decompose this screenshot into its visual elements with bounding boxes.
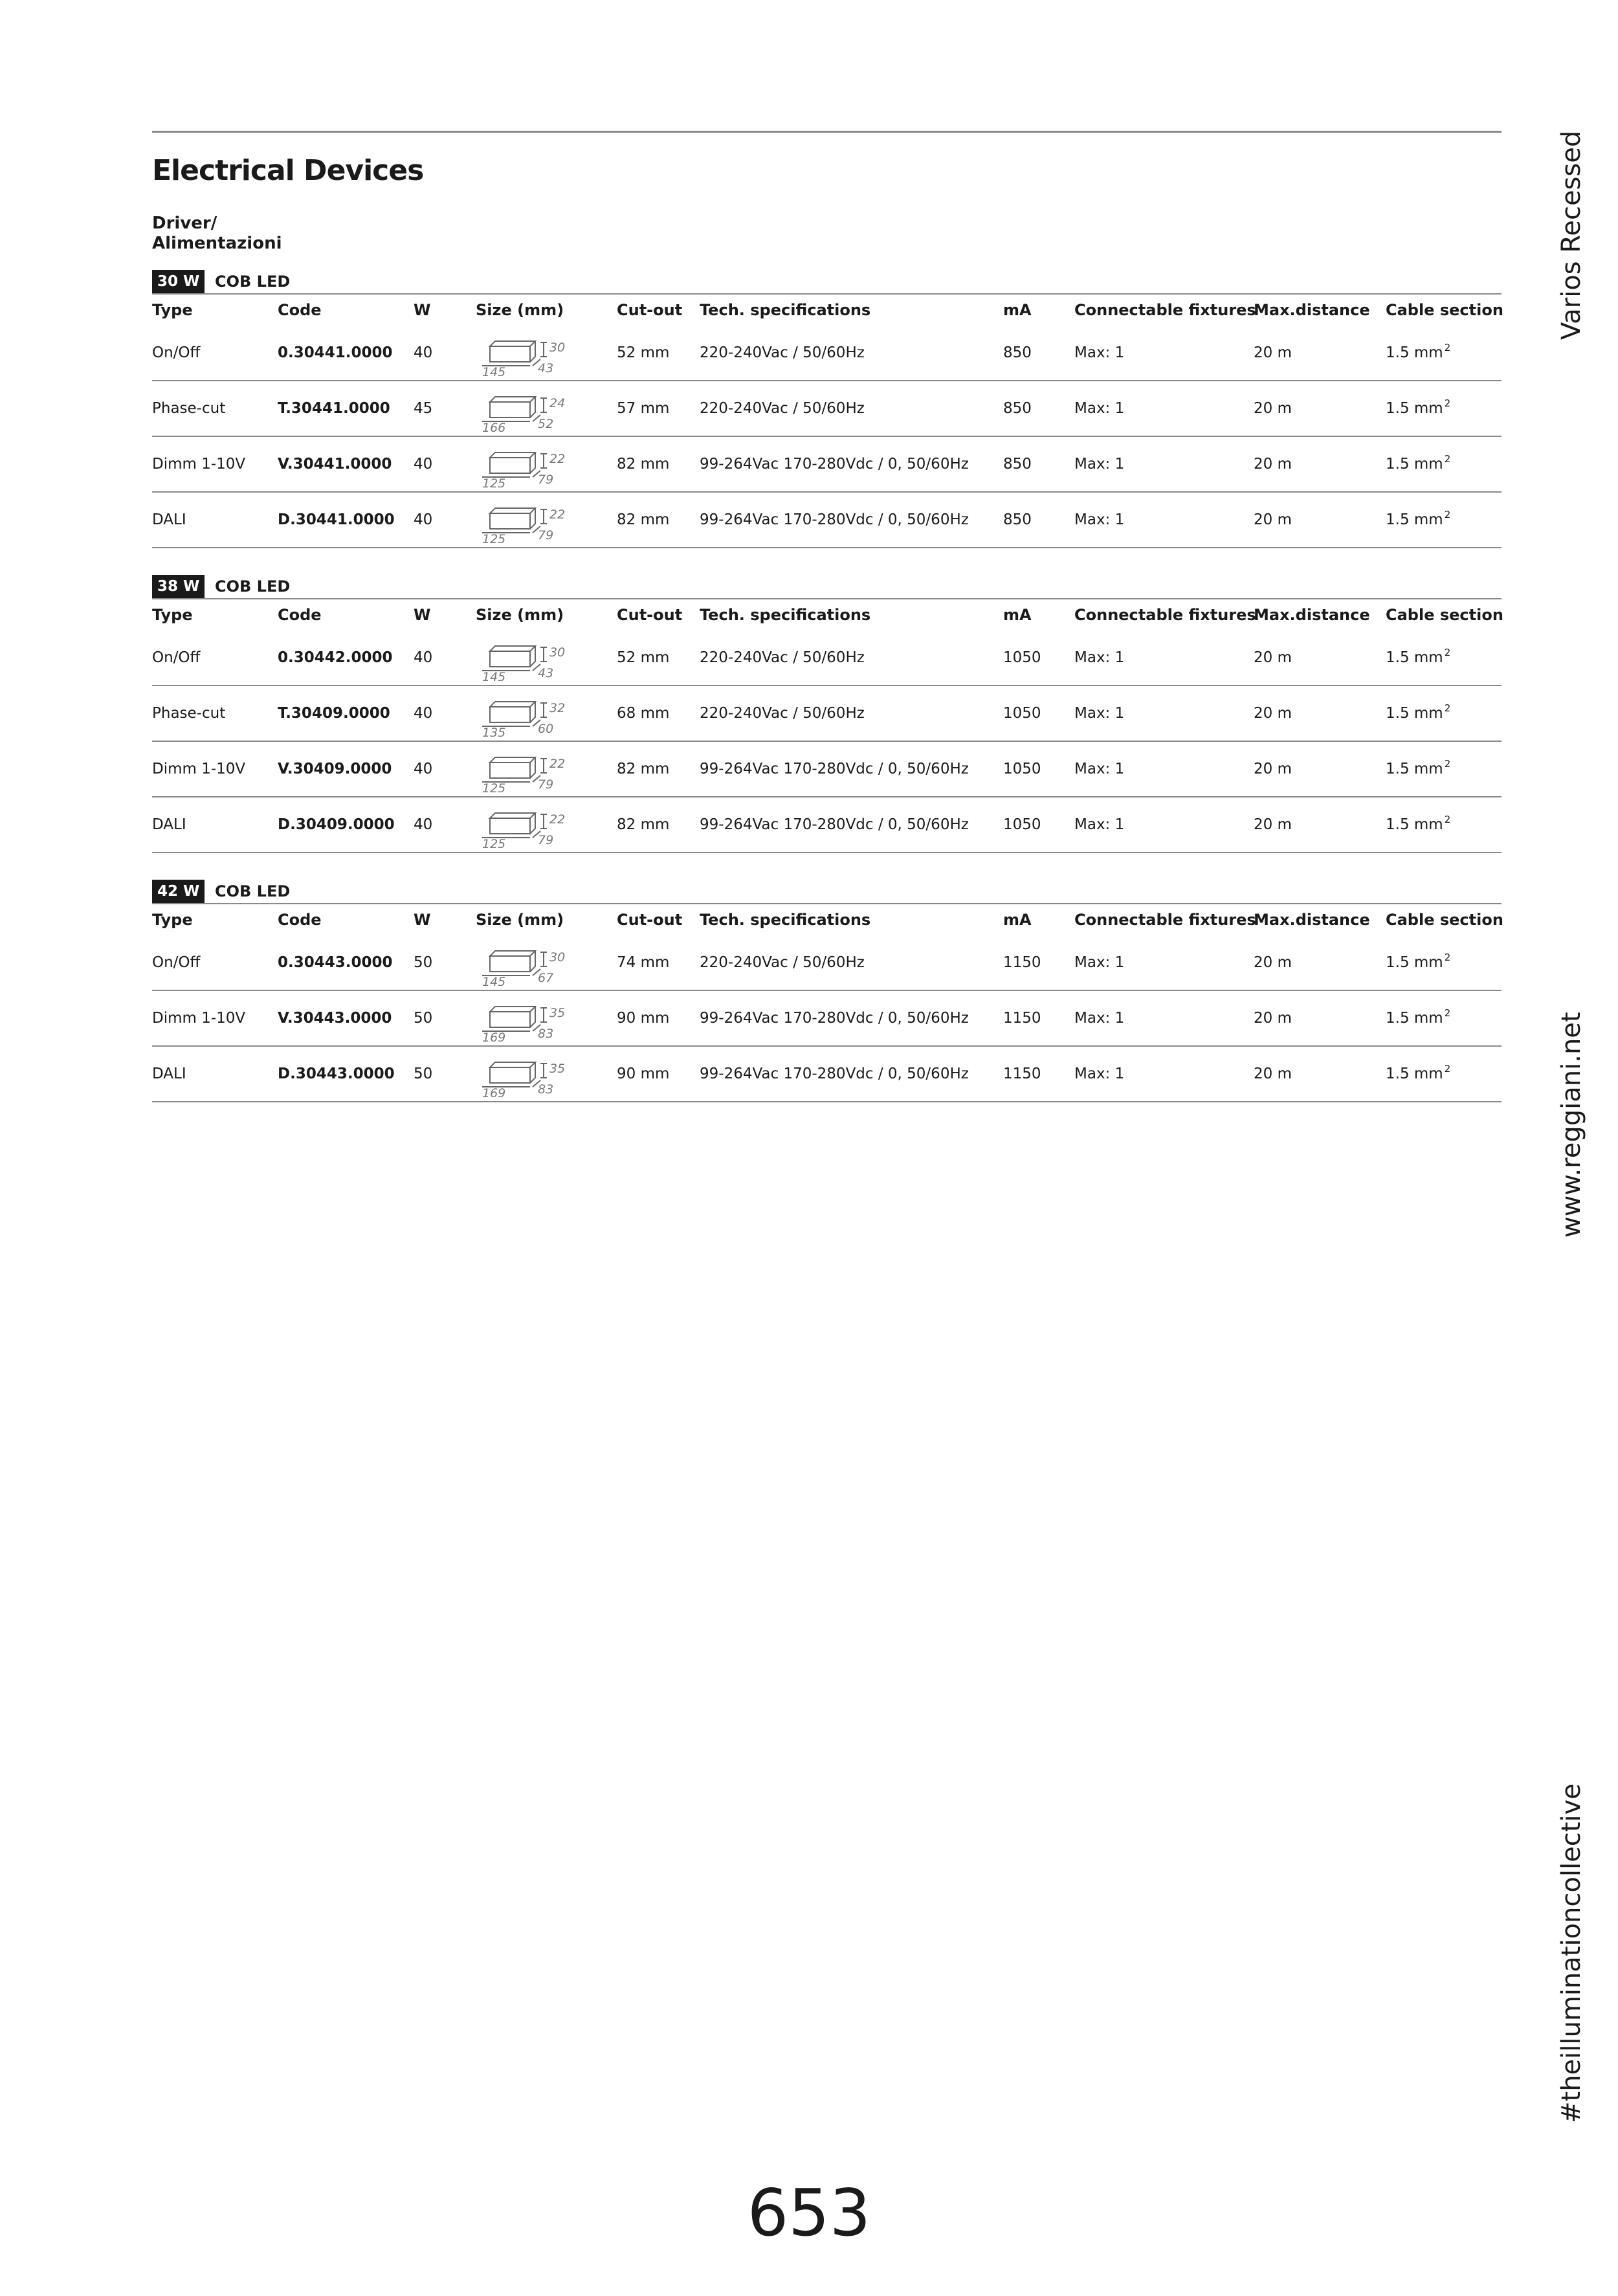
connectable-cell: Max: 1 xyxy=(1074,1010,1125,1027)
code-cell: D.30443.0000 xyxy=(278,1065,395,1082)
cutout-cell: 68 mm xyxy=(617,705,670,722)
cable-value: 1.5 mm xyxy=(1386,705,1443,722)
size-box-icon xyxy=(476,1051,573,1097)
cable-superscript: 2 xyxy=(1444,952,1451,963)
size-height-label: 22 xyxy=(549,812,566,827)
type-cell: Dimm 1-10V xyxy=(152,761,246,777)
table-header-row xyxy=(152,904,1502,935)
size-box-icon xyxy=(476,329,573,376)
size-height-label: 22 xyxy=(549,757,566,771)
connectable-cell: Max: 1 xyxy=(1074,400,1125,417)
cable-superscript: 2 xyxy=(1444,397,1451,409)
column-header-size: Size (mm) xyxy=(476,301,564,319)
cable-superscript: 2 xyxy=(1444,1007,1451,1019)
size-width-label: 79 xyxy=(538,528,554,542)
cable-cell xyxy=(1386,742,1450,797)
series-side-label: Varios Recessed xyxy=(1557,130,1586,340)
current-cell: 850 xyxy=(1003,456,1032,473)
size-length-label: 169 xyxy=(482,1031,506,1042)
size-box-icon xyxy=(476,746,573,792)
cutout-cell: 52 mm xyxy=(617,344,670,361)
column-header-conn: Connectable fixtures xyxy=(1074,606,1256,624)
size-height-label: 22 xyxy=(549,507,566,522)
tech-spec-cell: 99-264Vac 170-280Vdc / 0, 50/60Hz xyxy=(700,761,969,777)
column-header-dist: Max.distance xyxy=(1254,606,1370,624)
size-length-label: 135 xyxy=(482,726,506,737)
cable-value: 1.5 mm xyxy=(1386,400,1443,417)
cutout-cell: 90 mm xyxy=(617,1065,670,1082)
code-cell: V.30441.0000 xyxy=(278,456,392,473)
table-row xyxy=(152,1047,1502,1102)
size-length-label: 145 xyxy=(482,975,506,986)
page-title: Electrical Devices xyxy=(152,154,424,187)
connectable-cell: Max: 1 xyxy=(1074,511,1125,528)
column-header-cable: Cable section xyxy=(1386,911,1503,929)
current-cell: 1050 xyxy=(1003,649,1041,666)
code-cell: 0.30442.0000 xyxy=(278,649,393,666)
column-header-w: W xyxy=(414,606,431,624)
cable-superscript: 2 xyxy=(1444,453,1451,465)
table-row xyxy=(152,935,1502,991)
page-number: 653 xyxy=(747,2175,871,2251)
subtitle-line: Driver/ xyxy=(152,214,217,233)
tech-spec-cell: 99-264Vac 170-280Vdc / 0, 50/60Hz xyxy=(700,511,969,528)
column-header-type: Type xyxy=(152,606,193,624)
watt-cell: 50 xyxy=(414,1010,433,1027)
size-width-label: 52 xyxy=(538,417,554,431)
code-cell: V.30443.0000 xyxy=(278,1010,392,1027)
column-header-type: Type xyxy=(152,911,193,929)
size-length-label: 125 xyxy=(482,837,506,848)
column-header-cable: Cable section xyxy=(1386,606,1503,624)
size-box-icon xyxy=(476,690,573,737)
code-cell: D.30409.0000 xyxy=(278,816,395,833)
size-height-label: 32 xyxy=(549,701,566,715)
cable-superscript: 2 xyxy=(1444,702,1451,714)
watt-cell: 50 xyxy=(414,954,433,971)
column-header-ma: mA xyxy=(1003,606,1032,624)
cable-cell xyxy=(1386,326,1450,381)
cutout-cell: 82 mm xyxy=(617,511,670,528)
cable-superscript: 2 xyxy=(1444,758,1451,770)
column-header-size: Size (mm) xyxy=(476,606,564,624)
section-label: COB LED xyxy=(215,273,291,291)
code-cell: D.30441.0000 xyxy=(278,511,395,528)
cable-value: 1.5 mm xyxy=(1386,344,1443,361)
distance-cell: 20 m xyxy=(1254,649,1292,666)
size-box-icon xyxy=(476,939,573,986)
cable-value: 1.5 mm xyxy=(1386,761,1443,777)
section-header xyxy=(152,575,1502,598)
tech-spec-cell: 220-240Vac / 50/60Hz xyxy=(700,649,865,666)
cable-superscript: 2 xyxy=(1444,509,1451,520)
cable-cell xyxy=(1386,1047,1450,1102)
cable-value: 1.5 mm xyxy=(1386,456,1443,473)
column-header-conn: Connectable fixtures xyxy=(1074,301,1256,319)
column-header-dist: Max.distance xyxy=(1254,301,1370,319)
cutout-cell: 82 mm xyxy=(617,456,670,473)
cable-value: 1.5 mm xyxy=(1386,1065,1443,1082)
column-header-code: Code xyxy=(278,606,322,624)
cable-cell xyxy=(1386,437,1450,493)
watt-cell: 40 xyxy=(414,705,433,722)
section-label: COB LED xyxy=(215,882,291,900)
cutout-cell: 82 mm xyxy=(617,816,670,833)
hashtag-side-label: #theilluminationcollective xyxy=(1557,1783,1586,2123)
distance-cell: 20 m xyxy=(1254,511,1292,528)
size-width-label: 43 xyxy=(538,666,554,680)
code-cell: 0.30441.0000 xyxy=(278,344,393,361)
size-height-label: 30 xyxy=(549,645,566,660)
column-header-cutout: Cut-out xyxy=(617,606,683,624)
table-row xyxy=(152,381,1502,437)
column-header-ma: mA xyxy=(1003,301,1032,319)
watt-cell: 50 xyxy=(414,1065,433,1082)
connectable-cell: Max: 1 xyxy=(1074,705,1125,722)
column-header-tech: Tech. specifications xyxy=(700,301,871,319)
size-box-icon xyxy=(476,496,573,543)
cable-superscript: 2 xyxy=(1444,1063,1451,1075)
cutout-cell: 90 mm xyxy=(617,1010,670,1027)
cutout-cell: 52 mm xyxy=(617,649,670,666)
current-cell: 850 xyxy=(1003,344,1032,361)
distance-cell: 20 m xyxy=(1254,761,1292,777)
column-header-w: W xyxy=(414,301,431,319)
size-length-label: 125 xyxy=(482,781,506,792)
distance-cell: 20 m xyxy=(1254,1010,1292,1027)
tech-spec-cell: 220-240Vac / 50/60Hz xyxy=(700,400,865,417)
cable-cell xyxy=(1386,686,1450,742)
cable-cell xyxy=(1386,493,1450,548)
size-length-label: 145 xyxy=(482,670,506,681)
size-width-label: 83 xyxy=(538,1027,554,1041)
type-cell: Dimm 1-10V xyxy=(152,456,246,473)
size-length-label: 125 xyxy=(482,476,506,487)
table-header-row xyxy=(152,599,1502,630)
watt-cell: 40 xyxy=(414,344,433,361)
table-row xyxy=(152,326,1502,381)
website-side-label: www.reggiani.net xyxy=(1557,1012,1586,1238)
table-header-row xyxy=(152,295,1502,326)
connectable-cell: Max: 1 xyxy=(1074,761,1125,777)
section-header xyxy=(152,880,1502,903)
table-row xyxy=(152,797,1502,853)
type-cell: On/Off xyxy=(152,954,201,971)
table-row xyxy=(152,493,1502,548)
table-row xyxy=(152,991,1502,1047)
watt-cell: 40 xyxy=(414,649,433,666)
connectable-cell: Max: 1 xyxy=(1074,816,1125,833)
tech-spec-cell: 99-264Vac 170-280Vdc / 0, 50/60Hz xyxy=(700,1065,969,1082)
size-box-icon xyxy=(476,995,573,1042)
cable-superscript: 2 xyxy=(1444,814,1451,825)
current-cell: 850 xyxy=(1003,511,1032,528)
cable-cell xyxy=(1386,991,1450,1047)
current-cell: 1150 xyxy=(1003,1065,1041,1082)
spec-section xyxy=(152,270,1502,548)
section-label: COB LED xyxy=(215,577,291,596)
size-width-label: 79 xyxy=(538,777,554,792)
column-header-code: Code xyxy=(278,301,322,319)
size-length-label: 166 xyxy=(482,421,506,432)
size-length-label: 169 xyxy=(482,1086,506,1097)
size-width-label: 79 xyxy=(538,473,554,487)
connectable-cell: Max: 1 xyxy=(1074,649,1125,666)
size-length-label: 125 xyxy=(482,532,506,543)
section-subtitle xyxy=(152,214,282,254)
connectable-cell: Max: 1 xyxy=(1074,1065,1125,1082)
cutout-cell: 57 mm xyxy=(617,400,670,417)
cable-cell xyxy=(1386,381,1450,437)
distance-cell: 20 m xyxy=(1254,816,1292,833)
current-cell: 1050 xyxy=(1003,705,1041,722)
tech-spec-cell: 99-264Vac 170-280Vdc / 0, 50/60Hz xyxy=(700,456,969,473)
type-cell: Phase-cut xyxy=(152,705,226,722)
column-header-tech: Tech. specifications xyxy=(700,911,871,929)
column-header-cutout: Cut-out xyxy=(617,301,683,319)
tech-spec-cell: 99-264Vac 170-280Vdc / 0, 50/60Hz xyxy=(700,1010,969,1027)
size-box-icon xyxy=(476,441,573,487)
column-header-tech: Tech. specifications xyxy=(700,606,871,624)
size-width-label: 60 xyxy=(538,722,554,736)
cable-superscript: 2 xyxy=(1444,342,1451,353)
distance-cell: 20 m xyxy=(1254,344,1292,361)
code-cell: T.30441.0000 xyxy=(278,400,390,417)
size-box-icon xyxy=(476,801,573,848)
cable-cell xyxy=(1386,630,1450,686)
table-row xyxy=(152,630,1502,686)
size-height-label: 30 xyxy=(549,950,566,964)
code-cell: V.30409.0000 xyxy=(278,761,392,777)
tech-spec-cell: 99-264Vac 170-280Vdc / 0, 50/60Hz xyxy=(700,816,969,833)
tech-spec-cell: 220-240Vac / 50/60Hz xyxy=(700,954,865,971)
wattage-badge: 30 W xyxy=(152,270,205,293)
table-row xyxy=(152,742,1502,797)
column-header-w: W xyxy=(414,911,431,929)
column-header-size: Size (mm) xyxy=(476,911,564,929)
size-width-label: 83 xyxy=(538,1082,554,1097)
type-cell: On/Off xyxy=(152,344,201,361)
column-header-cable: Cable section xyxy=(1386,301,1503,319)
wattage-badge: 42 W xyxy=(152,880,205,903)
size-height-label: 30 xyxy=(549,340,566,355)
type-cell: Dimm 1-10V xyxy=(152,1010,246,1027)
column-header-code: Code xyxy=(278,911,322,929)
cable-value: 1.5 mm xyxy=(1386,816,1443,833)
size-box-icon xyxy=(476,385,573,432)
column-header-type: Type xyxy=(152,301,193,319)
connectable-cell: Max: 1 xyxy=(1074,954,1125,971)
size-box-icon xyxy=(476,634,573,681)
current-cell: 1050 xyxy=(1003,761,1041,777)
cable-value: 1.5 mm xyxy=(1386,511,1443,528)
column-header-cutout: Cut-out xyxy=(617,911,683,929)
type-cell: Phase-cut xyxy=(152,400,226,417)
code-cell: T.30409.0000 xyxy=(278,705,390,722)
type-cell: On/Off xyxy=(152,649,201,666)
distance-cell: 20 m xyxy=(1254,1065,1292,1082)
cable-value: 1.5 mm xyxy=(1386,954,1443,971)
watt-cell: 40 xyxy=(414,511,433,528)
wattage-badge: 38 W xyxy=(152,575,205,598)
cable-cell xyxy=(1386,797,1450,853)
watt-cell: 40 xyxy=(414,456,433,473)
column-header-ma: mA xyxy=(1003,911,1032,929)
size-width-label: 67 xyxy=(538,971,554,985)
column-header-conn: Connectable fixtures xyxy=(1074,911,1256,929)
table-row xyxy=(152,686,1502,742)
cutout-cell: 82 mm xyxy=(617,761,670,777)
connectable-cell: Max: 1 xyxy=(1074,344,1125,361)
spec-section xyxy=(152,880,1502,1102)
cutout-cell: 74 mm xyxy=(617,954,670,971)
table-row xyxy=(152,437,1502,493)
cable-superscript: 2 xyxy=(1444,647,1451,658)
connectable-cell: Max: 1 xyxy=(1074,456,1125,473)
watt-cell: 45 xyxy=(414,400,433,417)
distance-cell: 20 m xyxy=(1254,400,1292,417)
subtitle-line: Alimentazioni xyxy=(152,234,282,253)
spec-section xyxy=(152,575,1502,853)
distance-cell: 20 m xyxy=(1254,705,1292,722)
size-height-label: 35 xyxy=(549,1006,566,1020)
cable-cell xyxy=(1386,935,1450,991)
type-cell: DALI xyxy=(152,1065,186,1082)
type-cell: DALI xyxy=(152,511,186,528)
code-cell: 0.30443.0000 xyxy=(278,954,393,971)
size-height-label: 35 xyxy=(549,1062,566,1076)
column-header-dist: Max.distance xyxy=(1254,911,1370,929)
cable-value: 1.5 mm xyxy=(1386,1010,1443,1027)
size-height-label: 22 xyxy=(549,452,566,466)
size-width-label: 79 xyxy=(538,833,554,847)
size-width-label: 43 xyxy=(538,361,554,375)
distance-cell: 20 m xyxy=(1254,954,1292,971)
tech-spec-cell: 220-240Vac / 50/60Hz xyxy=(700,705,865,722)
watt-cell: 40 xyxy=(414,761,433,777)
tech-spec-cell: 220-240Vac / 50/60Hz xyxy=(700,344,865,361)
current-cell: 1050 xyxy=(1003,816,1041,833)
size-height-label: 24 xyxy=(549,396,566,410)
current-cell: 1150 xyxy=(1003,1010,1041,1027)
distance-cell: 20 m xyxy=(1254,456,1292,473)
current-cell: 850 xyxy=(1003,400,1032,417)
size-length-label: 145 xyxy=(482,365,506,376)
current-cell: 1150 xyxy=(1003,954,1041,971)
top-divider xyxy=(152,131,1502,133)
cable-value: 1.5 mm xyxy=(1386,649,1443,666)
type-cell: DALI xyxy=(152,816,186,833)
watt-cell: 40 xyxy=(414,816,433,833)
section-header xyxy=(152,270,1502,293)
